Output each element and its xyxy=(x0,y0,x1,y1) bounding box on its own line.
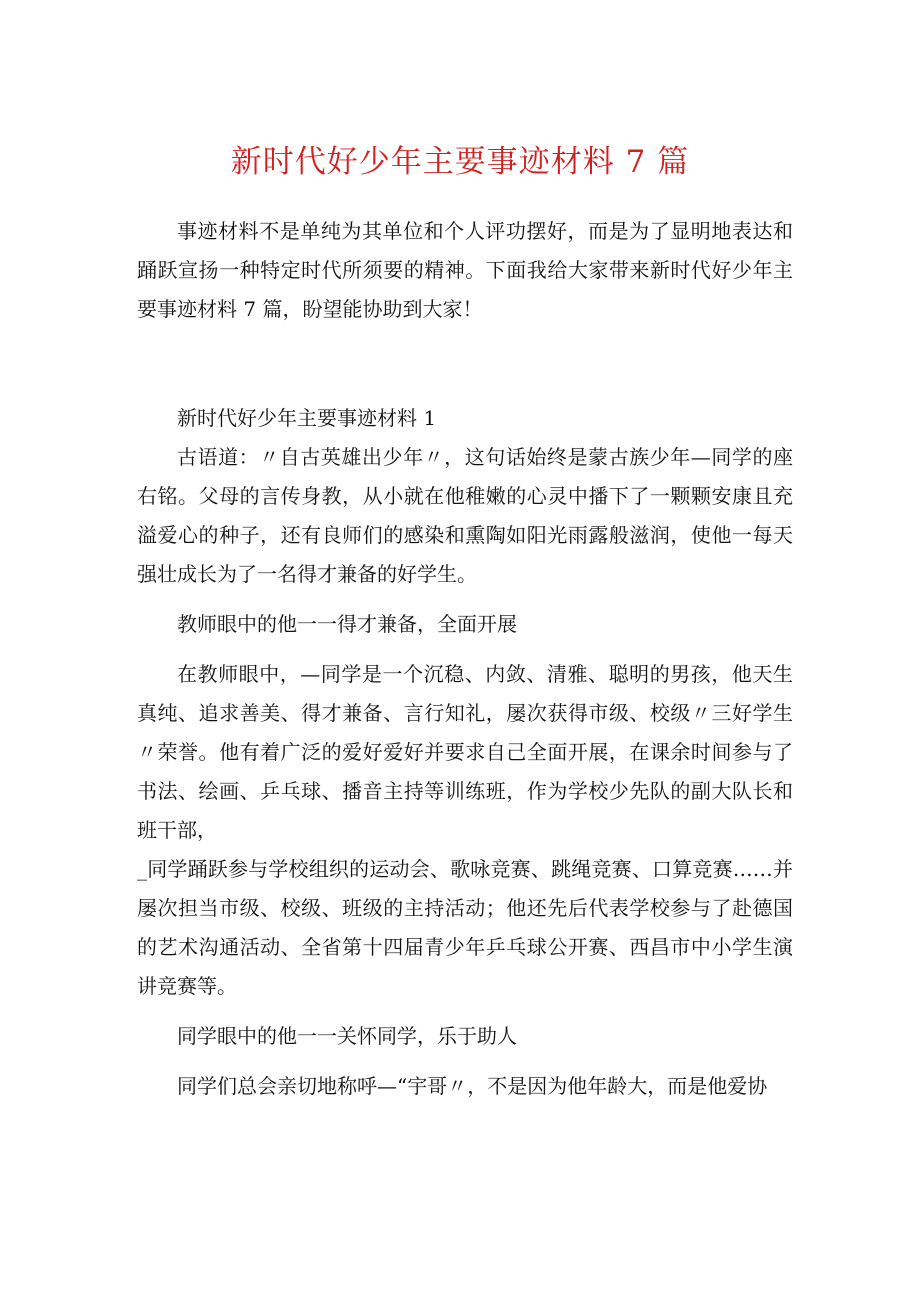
paragraph-spacer xyxy=(137,644,793,655)
body-paragraph: 古语道：〃自古英雄出少年〃，这句话始终是蒙古族少年—同学的座右铭。父母的言传身教，从小就在他稚嫩的心灵中播下了一颗颗安康且充溢爱心的种子，还有良师们的感染和熏陶如阳光雨露般滋润，使他一每天强壮成长为了一名得才兼备的好学生。 xyxy=(137,445,793,586)
document-body xyxy=(137,212,793,1106)
body-paragraph: 同学们总会亲切地称呼—“宇哥〃，不是因为他年龄大，而是他爱协 xyxy=(177,1074,768,1098)
body-paragraph: 在教师眼中，—同学是一个沉稳、内敛、清雅、聪明的男孩，他天生真纯、追求善美、得才兼备、言行知礼，屡次获得市级、校级〃三好学生〃荣誉。他有着广泛的爱好爱好并要求自己全面开展，在课余时间参与了书法、绘画、乒乓球、播音主持等训练班，作为学校少先队的副大队长和班干部， xyxy=(137,662,793,842)
subheading-classmates: 同学眼中的他一一关怀同学，乐于助人 xyxy=(177,1024,517,1048)
body-paragraph: _同学踊跃参与学校组织的运动会、歌咏竞赛、跳绳竞赛、口算竞赛……并屡次担当市级、校级、班级的主持活动；他还先后代表学校参与了赴德国的艺术沟通活动、全省第十四届青少年乒乓球公开赛、西昌市中小学生演讲竞赛等。 xyxy=(137,857,793,998)
subheading-teacher: 教师眼中的他一一得才兼备，全面开展 xyxy=(177,612,517,636)
intro-paragraph: 事迹材料不是单纯为其单位和个人评功摆好，而是为了显明地表达和踊跃宣扬一种特定时代所须要的精神。下面我给大家带来新时代好少年主要事迹材料 7 篇，盼望能协助到大家！ xyxy=(137,219,793,321)
section-heading: 新时代好少年主要事迹材料 1 xyxy=(177,406,437,430)
paragraph-spacer xyxy=(137,1056,793,1067)
document-title: 新时代好少年主要事迹材料 7 篇 xyxy=(230,144,690,180)
paragraph-spacer xyxy=(137,594,793,605)
paragraph-spacer xyxy=(137,1006,793,1017)
section-spacer xyxy=(137,329,793,399)
